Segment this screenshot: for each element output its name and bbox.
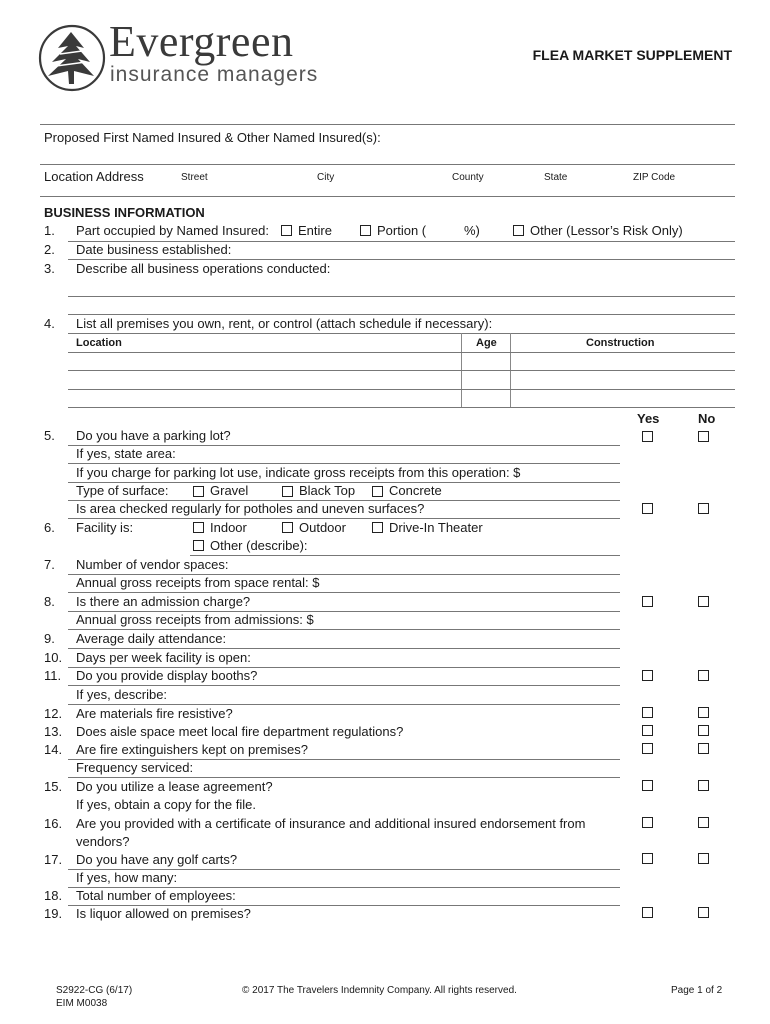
q5-number: 5.: [44, 428, 55, 443]
entire-label: Entire: [298, 223, 332, 238]
q5-text: Do you have a parking lot?: [76, 428, 231, 443]
yes-header: Yes: [637, 411, 660, 426]
concrete-checkbox[interactable]: [372, 486, 383, 497]
q17-number: 17.: [44, 852, 63, 867]
q8-yes-checkbox[interactable]: [642, 596, 653, 607]
state-label: State: [544, 172, 568, 183]
entire-checkbox[interactable]: [281, 225, 292, 236]
q13-no-checkbox[interactable]: [698, 725, 709, 736]
gravel-checkbox[interactable]: [193, 486, 204, 497]
q17-yes-checkbox[interactable]: [642, 853, 653, 864]
q16-no-checkbox[interactable]: [698, 817, 709, 828]
portion-percent-label: %): [464, 223, 480, 238]
q12-yes-checkbox[interactable]: [642, 707, 653, 718]
q4-number: 4.: [44, 316, 55, 331]
frequency-serviced-field[interactable]: [68, 777, 620, 778]
form-code: S2922-CG (6/17): [56, 985, 133, 996]
q4-text: List all premises you own, rent, or control (attach schedule if necessary):: [76, 316, 493, 331]
q12-number: 12.: [44, 706, 63, 721]
blacktop-label: Black Top: [299, 483, 356, 498]
divider: [40, 124, 735, 125]
col-location: Location: [76, 337, 122, 349]
divider: [68, 685, 620, 686]
q17-no-checkbox[interactable]: [698, 853, 709, 864]
operations-field[interactable]: [68, 296, 735, 297]
concrete-label: Concrete: [389, 483, 442, 498]
q19-text: Is liquor allowed on premises?: [76, 906, 251, 921]
q7-number: 7.: [44, 557, 55, 572]
facility-other-label: Other (describe):: [210, 538, 308, 553]
premises-row-3[interactable]: [68, 407, 735, 408]
potholes-no-checkbox[interactable]: [698, 503, 709, 514]
col-age: Age: [476, 337, 497, 349]
q17-howmany-label: If yes, how many:: [76, 870, 178, 885]
premises-row-2[interactable]: [68, 389, 735, 390]
page-number: Page 1 of 2: [671, 985, 723, 996]
q5-area-field[interactable]: [68, 463, 620, 464]
q1-text: Part occupied by Named Insured:: [76, 223, 269, 238]
q3-number: 3.: [44, 261, 55, 276]
q8-no-checkbox[interactable]: [698, 596, 709, 607]
q13-number: 13.: [44, 724, 63, 739]
gravel-label: Gravel: [210, 483, 249, 498]
location-address-field[interactable]: [40, 196, 735, 197]
q5-no-checkbox[interactable]: [698, 431, 709, 442]
facility-other-checkbox[interactable]: [193, 540, 204, 551]
business-info-heading: BUSINESS INFORMATION: [44, 205, 205, 220]
divider: [68, 352, 735, 353]
q14-yes-checkbox[interactable]: [642, 743, 653, 754]
q5-area-label: If yes, state area:: [76, 446, 176, 461]
named-insured-label: Proposed First Named Insured & Other Named Insured(s):: [44, 130, 381, 145]
q11-number: 11.: [44, 668, 62, 683]
q19-number: 19.: [44, 906, 63, 921]
indoor-checkbox[interactable]: [193, 522, 204, 533]
copyright: © 2017 The Travelers Indemnity Company. All rights reserved.: [242, 985, 517, 996]
q7-text: Number of vendor spaces:: [76, 557, 229, 572]
q14-frequency-label: Frequency serviced:: [76, 760, 194, 775]
street-label: Street: [181, 172, 208, 183]
col-construction: Construction: [586, 337, 655, 349]
q9-text: Average daily attendance:: [76, 631, 227, 646]
q2-text: Date business established:: [76, 242, 232, 257]
logo-subtitle: insurance managers: [110, 63, 319, 86]
q16-text-cont: vendors?: [76, 834, 130, 849]
facility-other-field[interactable]: [190, 555, 620, 556]
eim-code: EIM M0038: [56, 998, 108, 1009]
named-insured-field[interactable]: [40, 164, 735, 165]
q11-no-checkbox[interactable]: [698, 670, 709, 681]
potholes-yes-checkbox[interactable]: [642, 503, 653, 514]
q6-number: 6.: [44, 520, 55, 535]
q16-text: Are you provided with a certificate of insurance and additional insured endorsement from: [76, 816, 586, 831]
q13-yes-checkbox[interactable]: [642, 725, 653, 736]
q5-yes-checkbox[interactable]: [642, 431, 653, 442]
portion-label: Portion (: [377, 223, 427, 238]
q17-text: Do you have any golf carts?: [76, 852, 238, 867]
q16-number: 16.: [44, 816, 63, 831]
q11-describe-label: If yes, describe:: [76, 687, 168, 702]
q1-number: 1.: [44, 223, 55, 238]
form-title: FLEA MARKET SUPPLEMENT: [532, 47, 732, 63]
other-lessors-risk-label: Other (Lessor’s Risk Only): [530, 223, 683, 238]
q15-no-checkbox[interactable]: [698, 780, 709, 791]
premises-row-1[interactable]: [68, 370, 735, 371]
q15-text: Do you utilize a lease agreement?: [76, 779, 273, 794]
q19-no-checkbox[interactable]: [698, 907, 709, 918]
q2-number: 2.: [44, 242, 55, 257]
logo-name: Evergreen: [109, 17, 294, 66]
drivein-label: Drive-In Theater: [389, 520, 483, 535]
q14-text: Are fire extinguishers kept on premises?: [76, 742, 308, 757]
q5-receipts-label: If you charge for parking lot use, indicate gross receipts from this operation: $: [76, 465, 521, 480]
location-address-label: Location Address: [44, 169, 144, 184]
outdoor-checkbox[interactable]: [282, 522, 293, 533]
divider: [68, 333, 735, 334]
admission-receipts-field[interactable]: [68, 629, 620, 630]
q15-yes-checkbox[interactable]: [642, 780, 653, 791]
q12-text: Are materials fire resistive?: [76, 706, 233, 721]
county-label: County: [452, 172, 484, 183]
q8-receipts-label: Annual gross receipts from admissions: $: [76, 612, 314, 627]
q19-yes-checkbox[interactable]: [642, 907, 653, 918]
blacktop-checkbox[interactable]: [282, 486, 293, 497]
q5-potholes-text: Is area checked regularly for potholes and uneven surfaces?: [76, 501, 425, 516]
no-header: No: [698, 411, 716, 426]
city-label: City: [317, 172, 335, 183]
q14-no-checkbox[interactable]: [698, 743, 709, 754]
indoor-label: Indoor: [210, 520, 247, 535]
surface-label: Type of surface:: [76, 483, 169, 498]
operations-field-line2[interactable]: [68, 314, 735, 315]
q18-text: Total number of employees:: [76, 888, 236, 903]
outdoor-label: Outdoor: [299, 520, 346, 535]
q18-number: 18.: [44, 888, 63, 903]
q15-note: If yes, obtain a copy for the file.: [76, 797, 256, 812]
q8-number: 8.: [44, 594, 55, 609]
portion-checkbox[interactable]: [360, 225, 371, 236]
q7-receipts-label: Annual gross receipts from space rental: $: [76, 575, 320, 590]
attendance-field[interactable]: [68, 648, 620, 649]
q11-text: Do you provide display booths?: [76, 668, 258, 683]
zip-label: ZIP Code: [633, 172, 676, 183]
q8-text: Is there an admission charge?: [76, 594, 251, 609]
q10-number: 10.: [44, 650, 63, 665]
booths-describe-field[interactable]: [68, 704, 620, 705]
space-rental-receipts-field[interactable]: [68, 592, 620, 593]
q10-text: Days per week facility is open:: [76, 650, 251, 665]
other-lessors-risk-checkbox[interactable]: [513, 225, 524, 236]
q14-number: 14.: [44, 742, 63, 757]
drivein-checkbox[interactable]: [372, 522, 383, 533]
q12-no-checkbox[interactable]: [698, 707, 709, 718]
evergreen-tree-logo-icon: [38, 24, 106, 92]
q15-number: 15.: [44, 779, 63, 794]
q13-text: Does aisle space meet local fire department regulations?: [76, 724, 404, 739]
q16-yes-checkbox[interactable]: [642, 817, 653, 828]
q3-text: Describe all business operations conducted:: [76, 261, 331, 276]
q6-text: Facility is:: [76, 520, 134, 535]
q9-number: 9.: [44, 631, 55, 646]
divider: [68, 518, 620, 519]
q11-yes-checkbox[interactable]: [642, 670, 653, 681]
date-established-field[interactable]: [68, 259, 735, 260]
